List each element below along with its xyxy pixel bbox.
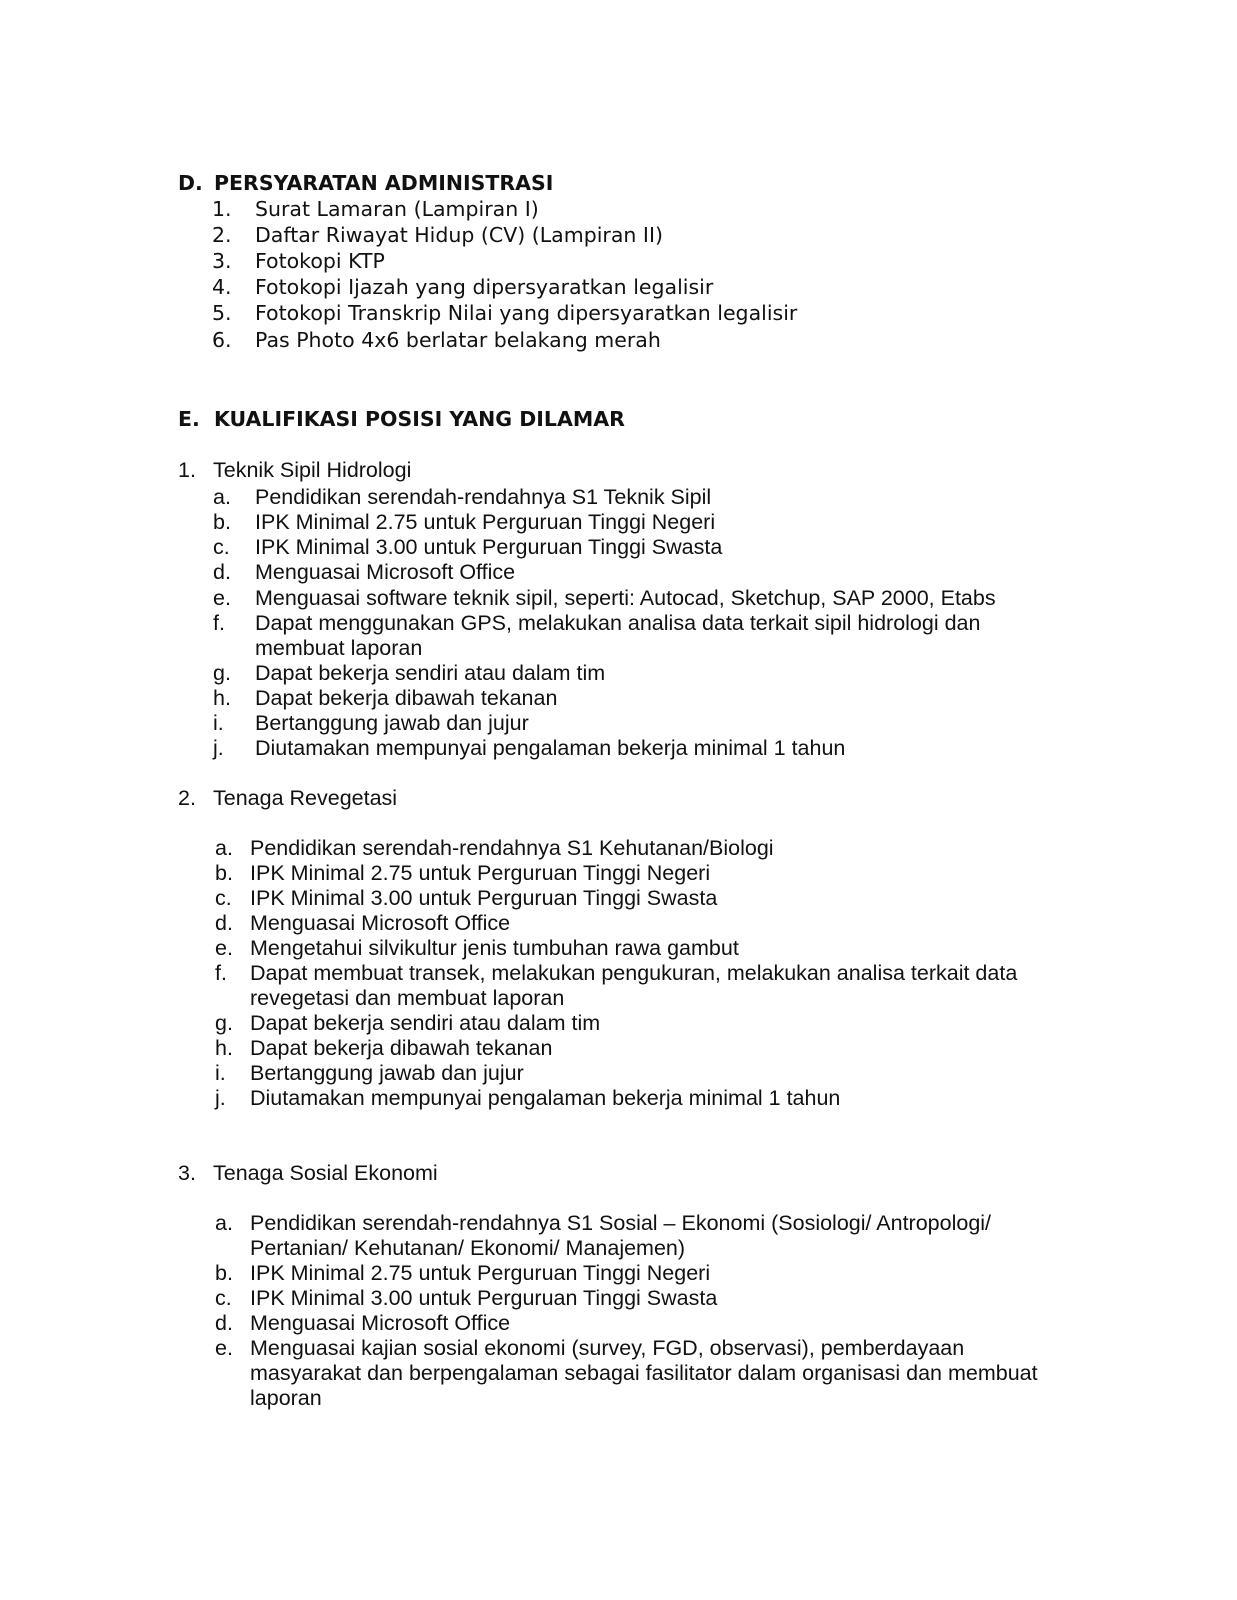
section-d-item-text: Surat Lamaran (Lampiran I) bbox=[255, 197, 539, 221]
qualification-text: IPK Minimal 2.75 untuk Perguruan Tinggi Negeri bbox=[250, 1261, 711, 1285]
qualification-letter: g. bbox=[213, 661, 231, 685]
qualification-letter: c. bbox=[215, 1286, 232, 1310]
qualification-text: Dapat bekerja sendiri atau dalam tim bbox=[255, 661, 606, 685]
qualification-text: IPK Minimal 2.75 untuk Perguruan Tinggi Negeri bbox=[250, 861, 711, 885]
section-d-item-num: 5. bbox=[212, 301, 232, 325]
qualification-letter: a. bbox=[213, 485, 231, 509]
qualification-letter: g. bbox=[215, 1011, 233, 1035]
qualification-letter: b. bbox=[215, 861, 233, 885]
qualification-letter: e. bbox=[213, 586, 231, 610]
section-d-item-text: Fotokopi Transkrip Nilai yang dipersyaratkan legalisir bbox=[255, 301, 798, 325]
qualification-letter: d. bbox=[215, 911, 233, 935]
qualification-text: Bertanggung jawab dan jujur bbox=[250, 1061, 524, 1085]
qualification-text: Menguasai software teknik sipil, seperti: Autocad, Sketchup, SAP 2000, Etabs bbox=[255, 586, 996, 610]
qualification-text: IPK Minimal 3.00 untuk Perguruan Tinggi Swasta bbox=[250, 886, 718, 910]
section-d-item-num: 2. bbox=[212, 223, 232, 247]
qualification-text: Pendidikan serendah-rendahnya S1 Kehutanan/Biologi bbox=[250, 836, 774, 860]
section-d-title: PERSYARATAN ADMINISTRASI bbox=[214, 171, 554, 195]
position-num: 1. bbox=[178, 458, 196, 482]
qualification-letter: j. bbox=[215, 1086, 226, 1110]
qualification-letter: b. bbox=[215, 1261, 233, 1285]
section-d-letter: D. bbox=[178, 171, 203, 195]
qualification-letter: f. bbox=[213, 611, 225, 635]
section-d-item-num: 4. bbox=[212, 275, 232, 299]
position-num: 3. bbox=[178, 1161, 196, 1185]
qualification-text-continued: Pertanian/ Kehutanan/ Ekonomi/ Manajemen) bbox=[250, 1236, 686, 1260]
qualification-text-continued: revegetasi dan membuat laporan bbox=[250, 986, 565, 1010]
qualification-letter: e. bbox=[215, 1336, 233, 1360]
qualification-text: Menguasai Microsoft Office bbox=[255, 560, 516, 584]
qualification-text: Pendidikan serendah-rendahnya S1 Teknik Sipil bbox=[255, 485, 712, 509]
qualification-letter: d. bbox=[215, 1311, 233, 1335]
section-e-letter: E. bbox=[178, 407, 200, 431]
qualification-text: IPK Minimal 3.00 untuk Perguruan Tinggi Swasta bbox=[250, 1286, 718, 1310]
section-e-title: KUALIFIKASI POSISI YANG DILAMAR bbox=[214, 407, 625, 431]
qualification-letter: a. bbox=[215, 1211, 233, 1235]
qualification-letter: h. bbox=[215, 1036, 233, 1060]
section-d-item-text: Fotokopi Ijazah yang dipersyaratkan legalisir bbox=[255, 275, 714, 299]
qualification-text: Dapat membuat transek, melakukan pengukuran, melakukan analisa terkait data bbox=[250, 961, 1018, 985]
section-d-item-text: Daftar Riwayat Hidup (CV) (Lampiran II) bbox=[255, 223, 664, 247]
qualification-letter: i. bbox=[213, 711, 224, 735]
section-d-item-text: Fotokopi KTP bbox=[255, 249, 385, 273]
position-title: Tenaga Sosial Ekonomi bbox=[213, 1161, 438, 1185]
qualification-text-continued: membuat laporan bbox=[255, 636, 423, 660]
qualification-text: Pendidikan serendah-rendahnya S1 Sosial – Ekonomi (Sosiologi/ Antropologi/ bbox=[250, 1211, 992, 1235]
section-d-item-text: Pas Photo 4x6 berlatar belakang merah bbox=[255, 328, 661, 352]
qualification-text: Dapat bekerja dibawah tekanan bbox=[250, 1036, 553, 1060]
qualification-text: IPK Minimal 3.00 untuk Perguruan Tinggi Swasta bbox=[255, 535, 723, 559]
position-title: Teknik Sipil Hidrologi bbox=[213, 458, 412, 482]
section-d-item-num: 1. bbox=[212, 197, 232, 221]
qualification-text: Diutamakan mempunyai pengalaman bekerja minimal 1 tahun bbox=[255, 736, 846, 760]
qualification-text: Bertanggung jawab dan jujur bbox=[255, 711, 529, 735]
position-title: Tenaga Revegetasi bbox=[213, 786, 398, 810]
qualification-text: IPK Minimal 2.75 untuk Perguruan Tinggi Negeri bbox=[255, 510, 716, 534]
qualification-text-continued: masyarakat dan berpengalaman sebagai fasilitator dalam organisasi dan membuat bbox=[250, 1361, 1038, 1385]
qualification-letter: j. bbox=[213, 736, 224, 760]
qualification-letter: f. bbox=[215, 961, 227, 985]
qualification-text: Diutamakan mempunyai pengalaman bekerja minimal 1 tahun bbox=[250, 1086, 841, 1110]
qualification-letter: e. bbox=[215, 936, 233, 960]
qualification-text: Dapat bekerja sendiri atau dalam tim bbox=[250, 1011, 601, 1035]
position-num: 2. bbox=[178, 786, 196, 810]
qualification-letter: d. bbox=[213, 560, 231, 584]
qualification-letter: b. bbox=[213, 510, 231, 534]
qualification-text-continued: laporan bbox=[250, 1386, 322, 1410]
qualification-letter: i. bbox=[215, 1061, 226, 1085]
qualification-letter: c. bbox=[215, 886, 232, 910]
qualification-text: Dapat bekerja dibawah tekanan bbox=[255, 686, 558, 710]
qualification-text: Menguasai Microsoft Office bbox=[250, 911, 511, 935]
qualification-letter: h. bbox=[213, 686, 231, 710]
section-d-item-num: 3. bbox=[212, 249, 232, 273]
section-d-item-num: 6. bbox=[212, 328, 232, 352]
qualification-text: Menguasai kajian sosial ekonomi (survey, FGD, observasi), pemberdayaan bbox=[250, 1336, 965, 1360]
qualification-letter: c. bbox=[213, 535, 230, 559]
qualification-text: Dapat menggunakan GPS, melakukan analisa data terkait sipil hidrologi dan bbox=[255, 611, 981, 635]
qualification-text: Mengetahui silvikultur jenis tumbuhan rawa gambut bbox=[250, 936, 739, 960]
qualification-letter: a. bbox=[215, 836, 233, 860]
qualification-text: Menguasai Microsoft Office bbox=[250, 1311, 511, 1335]
